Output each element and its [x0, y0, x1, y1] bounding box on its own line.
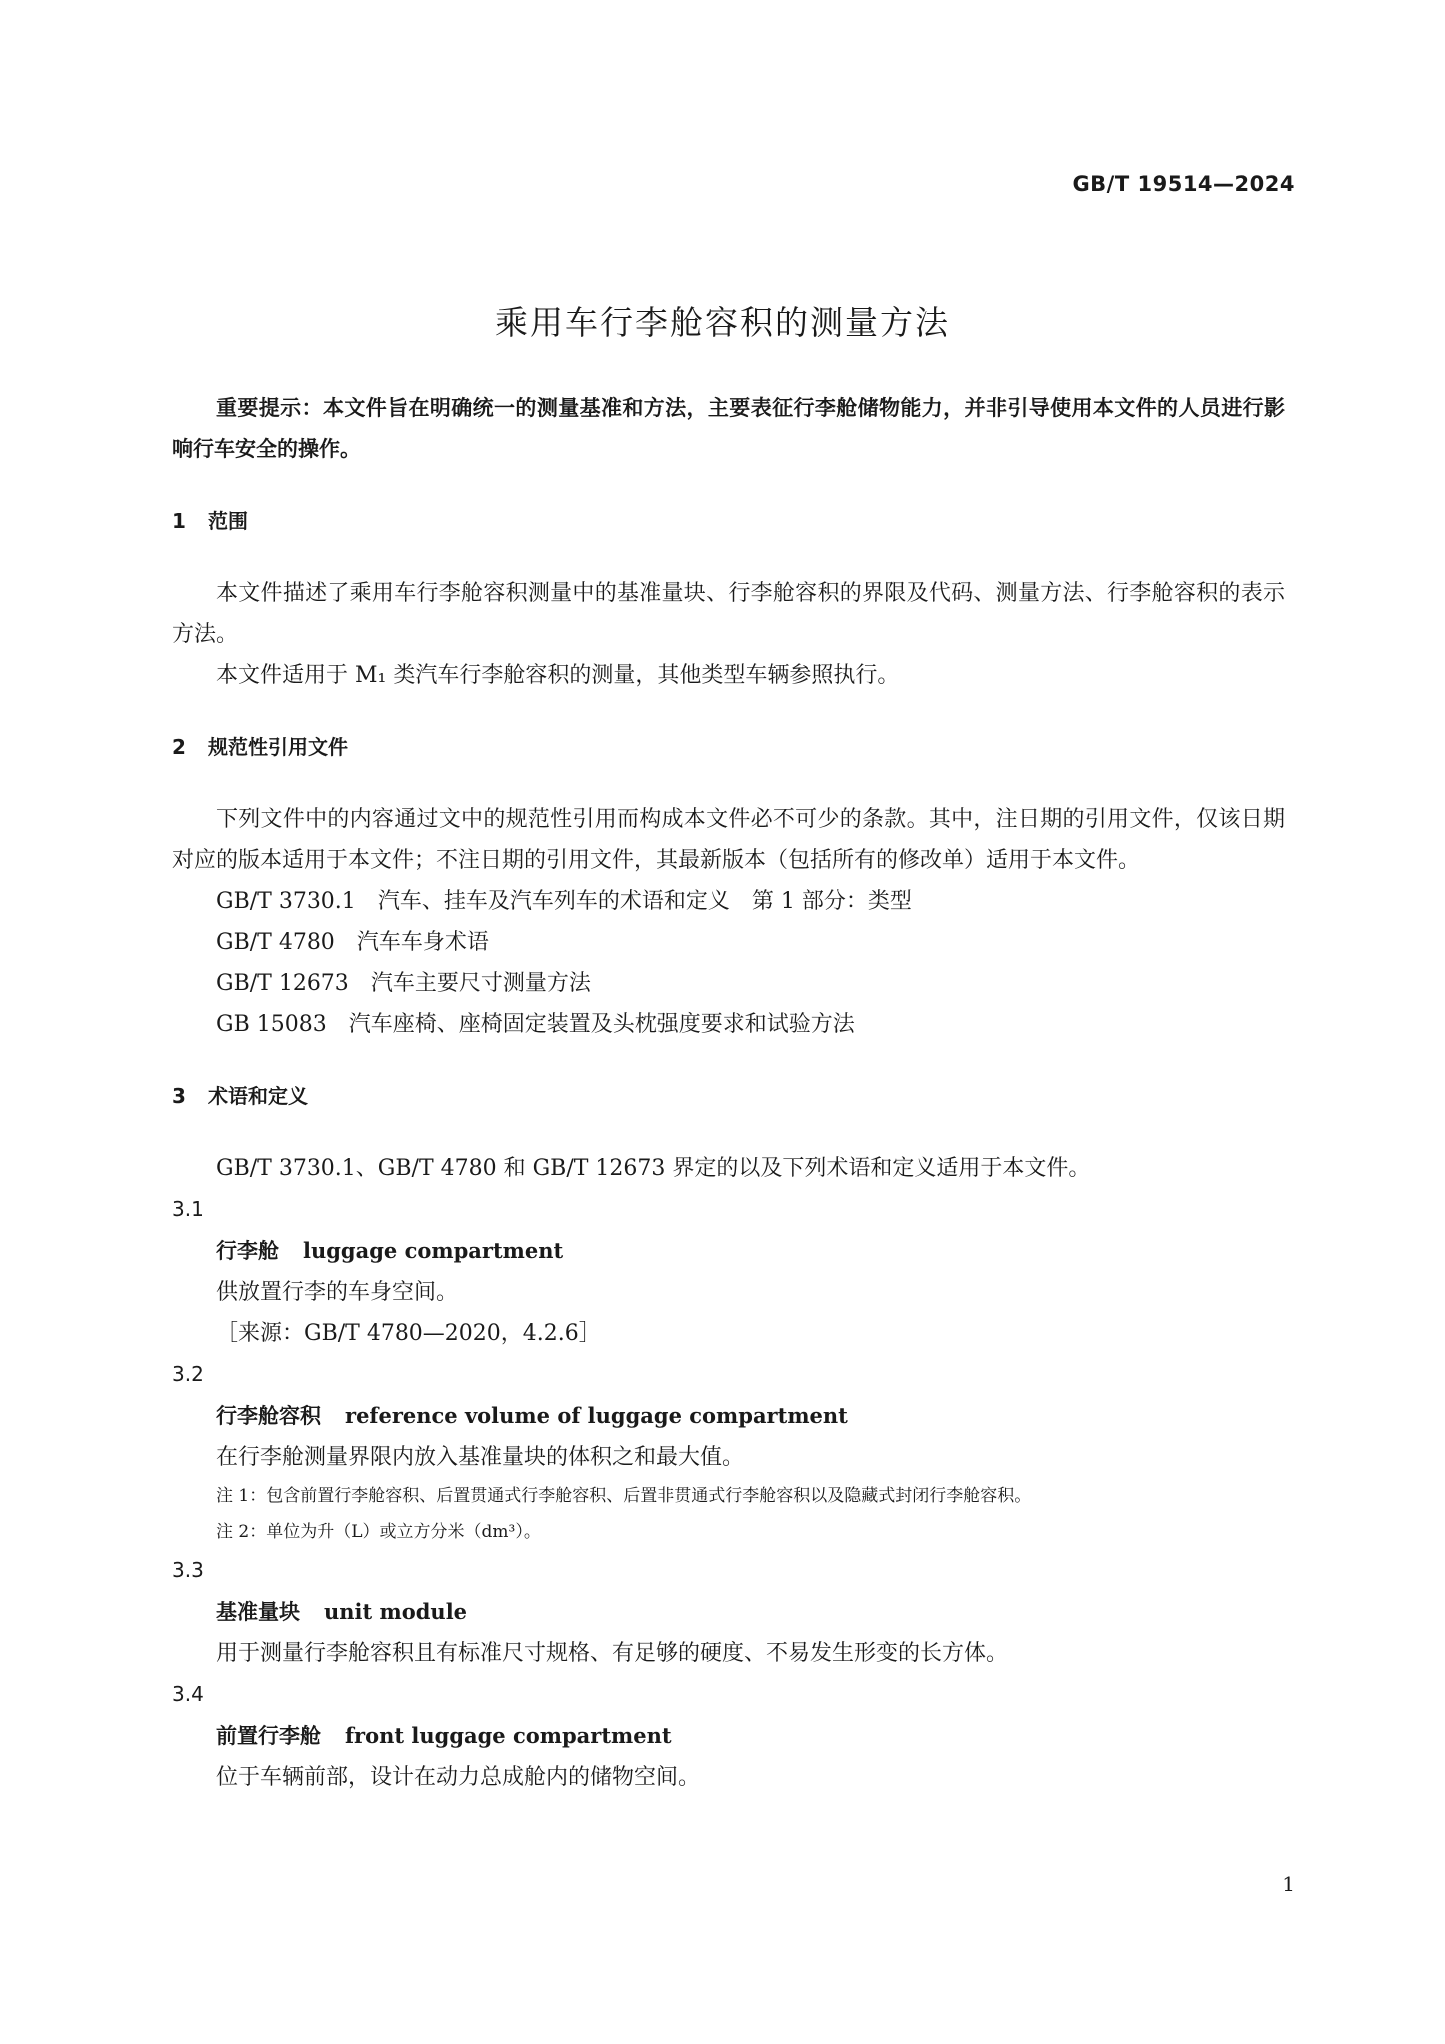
term-definition: 位于车辆前部，设计在动力总成舱内的储物空间。 — [216, 1765, 701, 1790]
document-body — [172, 388, 1285, 1798]
section-number: 2 — [172, 735, 186, 759]
term-heading — [172, 1715, 1285, 1757]
section-number: 3 — [172, 1084, 186, 1108]
term-en: unit module — [324, 1599, 468, 1624]
term-zh: 前置行李舱 — [216, 1724, 321, 1748]
reference-title: 汽车座椅、座椅固定装置及头枕强度要求和试验方法 — [348, 1012, 855, 1037]
term-zh: 行李舱 — [216, 1239, 279, 1263]
paragraph: 本文件适用于 M₁ 类汽车行李舱容积的测量，其他类型车辆参照执行。 — [216, 663, 900, 688]
reference-item — [172, 963, 1285, 1004]
reference-item — [172, 922, 1285, 963]
reference-code: GB 15083 — [216, 1012, 327, 1037]
reference-title: 汽车车身术语 — [356, 930, 489, 955]
term-heading — [172, 1395, 1285, 1437]
term-source: ［来源：GB/T 4780—2020，4.2.6］ — [216, 1321, 601, 1346]
section-number: 1 — [172, 509, 186, 533]
term-number: 3.1 — [172, 1197, 204, 1221]
paragraph: GB/T 3730.1、GB/T 4780 和 GB/T 12673 界定的以及下列术语和定义适用于本文件。 — [216, 1156, 1091, 1181]
term-zh: 基准量块 — [216, 1600, 300, 1624]
term-number: 3.3 — [172, 1558, 204, 1582]
important-notice: 重要提示：本文件旨在明确统一的测量基准和方法，主要表征行李舱储物能力，并非引导使用本文件的人员进行影响行车安全的操作。 — [172, 396, 1285, 461]
term-en: reference volume of luggage compartment — [345, 1403, 848, 1428]
section-heading-normative-references — [172, 727, 1285, 768]
term-number: 3.4 — [172, 1682, 204, 1706]
section-heading-scope — [172, 501, 1285, 542]
document-title: 乘用车行李舱容积的测量方法 — [495, 303, 950, 342]
reference-code: GB/T 4780 — [216, 930, 335, 955]
term-note: 注 2：单位为升（L）或立方分米（dm³）。 — [216, 1522, 541, 1542]
reference-code: GB/T 12673 — [216, 971, 349, 996]
standard-number: GB/T 19514—2024 — [1072, 172, 1295, 196]
reference-title: 汽车主要尺寸测量方法 — [370, 971, 591, 996]
term-number: 3.2 — [172, 1362, 204, 1386]
reference-code: GB/T 3730.1 — [216, 889, 356, 914]
term-definition: 在行李舱测量界限内放入基准量块的体积之和最大值。 — [216, 1445, 745, 1470]
term-en: front luggage compartment — [345, 1723, 672, 1748]
term-zh: 行李舱容积 — [216, 1404, 321, 1428]
term-definition: 用于测量行李舱容积且有标准尺寸规格、有足够的硬度、不易发生形变的长方体。 — [216, 1641, 1009, 1666]
section-heading-terms-definitions — [172, 1076, 1285, 1117]
paragraph: 本文件描述了乘用车行李舱容积测量中的基准量块、行李舱容积的界限及代码、测量方法、行李舱容积的表示方法。 — [172, 581, 1285, 647]
reference-item — [172, 881, 1285, 922]
section-title: 术语和定义 — [208, 1084, 308, 1108]
term-en: luggage compartment — [303, 1238, 564, 1263]
term-heading — [172, 1230, 1285, 1272]
page-number: 1 — [1282, 1872, 1295, 1896]
paragraph: 下列文件中的内容通过文中的规范性引用而构成本文件必不可少的条款。其中，注日期的引用文件，仅该日期对应的版本适用于本文件；不注日期的引用文件，其最新版本（包括所有的修改单）适用于本文件。 — [172, 807, 1285, 873]
term-definition: 供放置行李的车身空间。 — [216, 1280, 459, 1305]
section-title: 范围 — [208, 509, 248, 533]
term-note: 注 1：包含前置行李舱容积、后置贯通式行李舱容积、后置非贯通式行李舱容积以及隐藏式封闭行李舱容积。 — [216, 1486, 1032, 1506]
section-title: 规范性引用文件 — [208, 735, 348, 759]
term-heading — [172, 1591, 1285, 1633]
reference-title: 汽车、挂车及汽车列车的术语和定义 第 1 部分：类型 — [377, 889, 912, 914]
reference-item — [172, 1004, 1285, 1045]
